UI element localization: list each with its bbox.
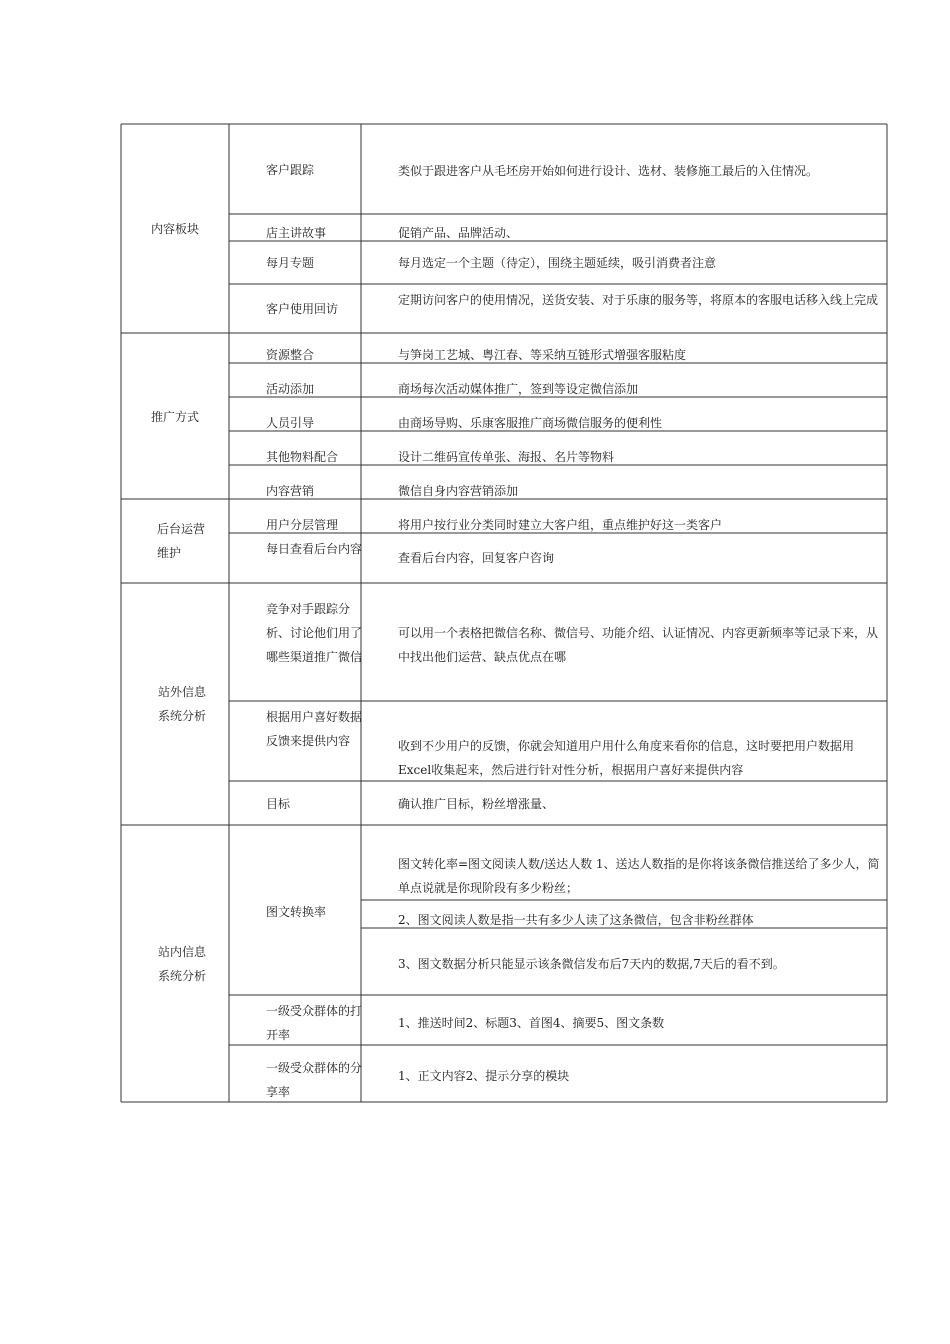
row-item: 活动添加 (266, 382, 315, 396)
row-item: 客户跟踪 (266, 163, 315, 177)
row-item: 客户使用回访 (266, 302, 339, 316)
row-content: 2、图文阅读人数是指一共有多少人读了这条微信，包含非粉丝群体 (398, 913, 754, 927)
row-content: 将用户按行业分类同时建立大客户组，重点维护好这一类客户 (398, 518, 723, 532)
row-item: 每月专题 (266, 256, 315, 270)
row-item: 内容营销 (266, 484, 315, 498)
row-content: 确认推广目标，粉丝增涨量、 (398, 797, 555, 811)
row-content: 1、推送时间2、标题3、首图4、摘要5、图文条数 (398, 1016, 665, 1030)
section-backend-label: 后台运营维护 (157, 522, 206, 560)
row-item: 一级受众群体的打开率 (266, 1004, 363, 1042)
row-content: 设计二维码宣传单张、海报、名片等物料 (398, 450, 615, 464)
row-content: 与笋岗工艺城、粤江春、等采纳互链形式增强客服粘度 (398, 348, 687, 362)
row-content: 微信自身内容营销添加 (398, 484, 519, 498)
row-item: 根据用户喜好数据反馈来提供内容 (266, 710, 363, 748)
row-content: 类似于跟进客户从毛坯房开始如何进行设计、选材、装修施工最后的入住情况。 (398, 164, 819, 178)
row-content: 可以用一个表格把微信名称、微信号、功能介绍、认证情况、内容更新频率等记录下来，从中找出他们运营、缺点优点在哪 (398, 626, 879, 664)
row-content: 1、正文内容2、提示分享的模块 (398, 1069, 570, 1083)
row-content: 由商场导购、乐康客服推广商场微信服务的便利性 (398, 416, 663, 430)
section-content-label: 内容板块 (150, 222, 199, 236)
section-external-label: 站外信息系统分析 (158, 685, 207, 723)
row-item: 目标 (266, 797, 291, 811)
row-item: 一级受众群体的分享率 (266, 1061, 363, 1099)
row-item: 每日查看后台内容 (266, 542, 363, 556)
row-content: 每月选定一个主题（待定），围绕主题延续，吸引消费者注意 (398, 256, 717, 270)
row-content: 3、图文数据分析只能显示该条微信发布后7天内的数据,7天后的看不到。 (398, 957, 785, 971)
row-content: 图文转化率=图文阅读人数/送达人数 1、送达人数指的是你将该条微信推送给了多少人，简单点说就是你现阶段有多少粉丝； (398, 857, 880, 895)
section-promotion-label: 推广方式 (150, 410, 199, 424)
row-item: 图文转换率 (266, 905, 327, 919)
row-item: 竞争对手跟踪分析、讨论他们用了哪些渠道推广微信 (266, 602, 363, 664)
row-content: 定期访问客户的使用情况，送货安装、对于乐康的服务等，将原本的客服电话移入线上完成 (398, 293, 879, 307)
row-content: 商场每次活动媒体推广，签到等设定微信添加 (398, 382, 639, 396)
row-item: 其他物料配合 (266, 450, 339, 464)
row-content: 查看后台内容，回复客户咨询 (398, 551, 555, 565)
section-internal-label: 站内信息系统分析 (158, 945, 207, 983)
row-content: 促销产品、品牌活动、 (398, 226, 519, 240)
row-item: 资源整合 (266, 348, 315, 362)
row-item: 人员引导 (266, 416, 315, 430)
row-content: 收到不少用户的反馈，你就会知道用户用什么角度来看你的信息，这时要把用户数据用Excel收集起来，然后进行针对性分析，根据用户喜好来提供内容 (398, 739, 855, 777)
row-item: 用户分层管理 (266, 518, 339, 532)
row-item: 店主讲故事 (266, 226, 327, 240)
